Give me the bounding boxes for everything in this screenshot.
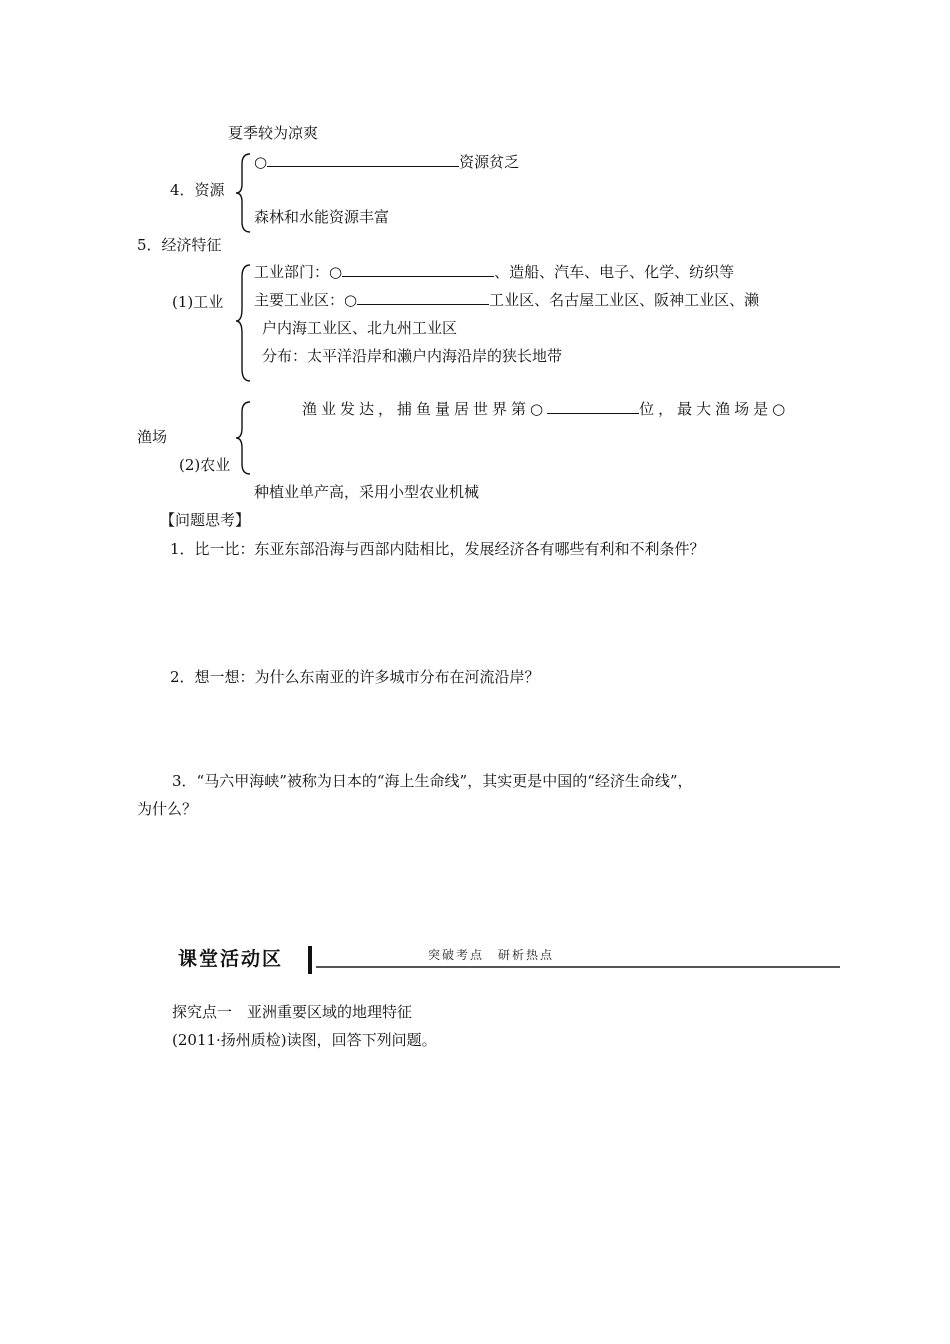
resources-brace xyxy=(234,152,252,234)
banner-subtitle: 突破考点 研析热点 xyxy=(428,948,555,962)
economy-heading: 5．经济特征 xyxy=(137,236,222,254)
agriculture-brace xyxy=(234,400,252,476)
resources-line-2: 森林和水能资源丰富 xyxy=(254,208,390,226)
banner-title: 课堂活动区 xyxy=(178,948,284,970)
industry-zone-cont: 户内海工业区、北九州工业区 xyxy=(262,319,458,337)
climate-note: 夏季较为凉爽 xyxy=(228,124,319,142)
fishery-line: 渔业发达，捕鱼量居世界第○ 位，最大渔场是○ xyxy=(302,400,790,418)
answer-blank[interactable] xyxy=(267,152,459,167)
question-1: 1．比一比：东亚东部沿海与西部内陆相比，发展经济各有哪些有利和不利条件？ xyxy=(170,540,705,558)
explore-source: (2011·扬州质检)读图，回答下列问题。 xyxy=(172,1031,437,1049)
question-2: 2．想一想：为什么东南亚的许多城市分布在河流沿岸？ xyxy=(170,668,540,686)
farming-line: 种植业单产高，采用小型农业机械 xyxy=(254,483,480,501)
answer-blank[interactable] xyxy=(357,290,489,305)
answer-blank[interactable] xyxy=(342,262,494,277)
industry-label: (1)工业 xyxy=(172,293,224,311)
industry-zone: 主要工业区：○ 工业区、名古屋工业区、阪神工业区、濑 xyxy=(254,291,760,309)
industry-brace xyxy=(234,263,252,383)
industry-distribution: 分布：太平洋沿岸和濑户内海沿岸的狭长地带 xyxy=(262,347,563,365)
thinking-heading: 【问题思考】 xyxy=(160,511,251,529)
fishery-line-end: 渔场 xyxy=(137,428,168,446)
industry-dept: 工业部门：○ 、造船、汽车、电子、化学、纺织等 xyxy=(254,263,735,281)
resources-line-1: ○ 资源贫乏 xyxy=(254,153,520,171)
answer-blank[interactable] xyxy=(547,399,639,414)
question-3-line-1: 3．“马六甲海峡”被称为日本的“海上生命线”，其实更是中国的“经济生命线”， xyxy=(172,772,693,790)
banner-bar xyxy=(308,946,312,974)
resources-label: 4．资源 xyxy=(170,181,225,199)
agriculture-label: (2)农业 xyxy=(179,456,231,474)
banner-rule xyxy=(316,966,840,968)
explore-heading: 探究点一 亚洲重要区域的地理特征 xyxy=(172,1003,413,1021)
section-banner xyxy=(172,944,840,976)
question-3-line-2: 为什么？ xyxy=(137,800,198,818)
